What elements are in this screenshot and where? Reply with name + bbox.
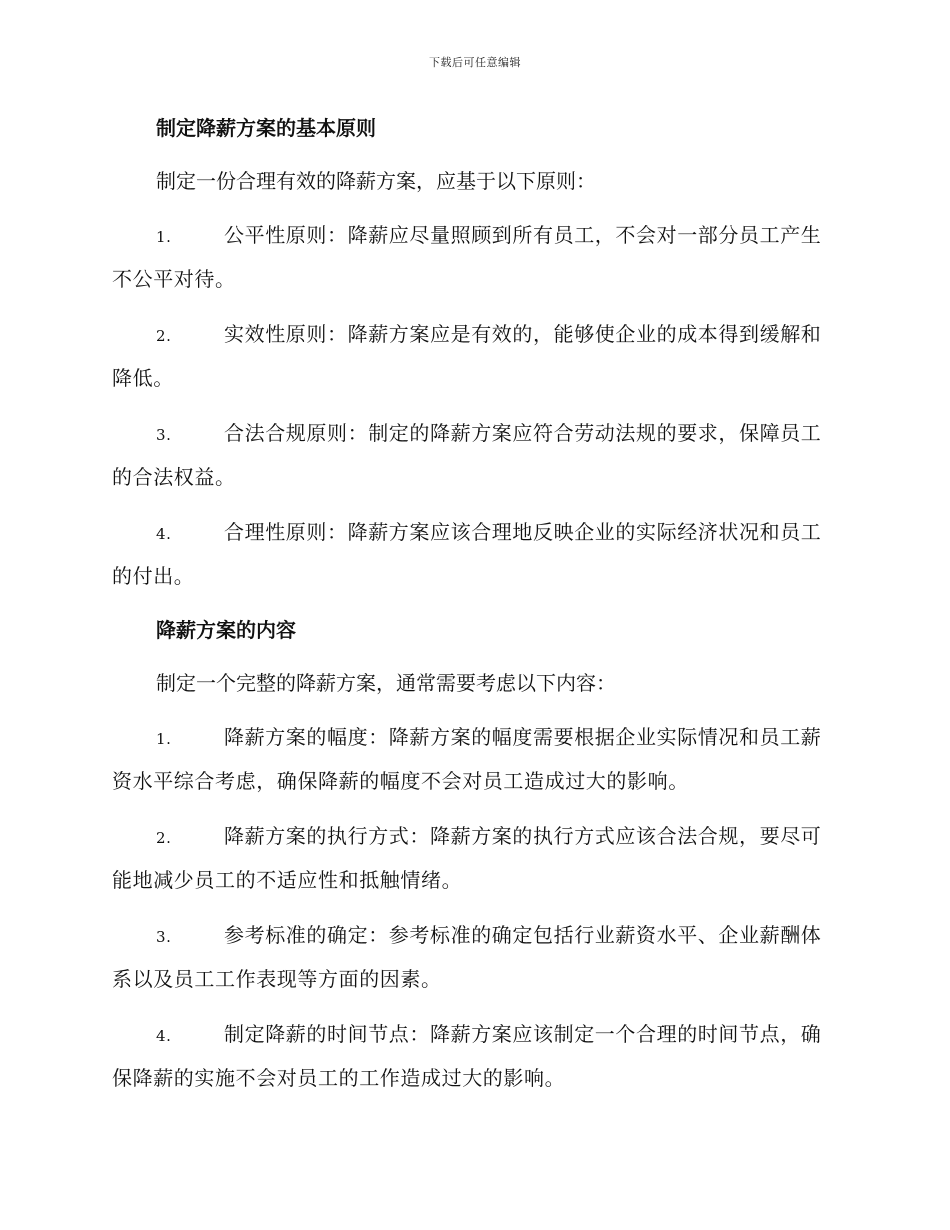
list-item (112, 1013, 834, 1099)
list-item (112, 716, 834, 802)
list-number: 1. (156, 730, 172, 748)
list-item (112, 214, 834, 300)
list-number: 2. (156, 829, 172, 847)
list-text: 降薪方案的执行方式：降薪方案的执行方式应该合法合规，要尽可能地减少员工的不适应性和抵触情绪。 (112, 824, 822, 892)
page-header: 下载后可任意编辑 (429, 56, 521, 69)
list-item (112, 313, 834, 399)
section-heading-principles: 制定降薪方案的基本原则 (156, 116, 376, 140)
list-number: 4. (156, 525, 172, 543)
document-body (112, 108, 834, 1112)
list-item (112, 914, 834, 1000)
list-text: 参考标准的确定：参考标准的确定包括行业薪资水平、企业薪酬体系以及员工工作表现等方面的因素。 (112, 923, 822, 991)
list-number: 1. (156, 228, 172, 246)
list-item (112, 412, 834, 498)
list-number: 2. (156, 327, 172, 345)
list-text: 合法合规原则：制定的降薪方案应符合劳动法规的要求，保障员工的合法权益。 (112, 421, 822, 489)
list-text: 降薪方案的幅度：降薪方案的幅度需要根据企业实际情况和员工薪资水平综合考虑，确保降薪的幅度不会对员工造成过大的影响。 (112, 725, 822, 793)
section-heading-content: 降薪方案的内容 (156, 618, 296, 642)
list-text: 制定降薪的时间节点：降薪方案应该制定一个合理的时间节点，确保降薪的实施不会对员工的工作造成过大的影响。 (112, 1022, 822, 1090)
list-item (112, 511, 834, 597)
list-item (112, 815, 834, 901)
list-number: 4. (156, 1027, 172, 1045)
list-text: 合理性原则：降薪方案应该合理地反映企业的实际经济状况和员工的付出。 (112, 520, 822, 588)
list-number: 3. (156, 928, 172, 946)
section-intro-content: 制定一个完整的降薪方案，通常需要考虑以下内容： (156, 671, 616, 695)
section-intro-principles: 制定一份合理有效的降薪方案，应基于以下原则： (156, 169, 596, 193)
list-text: 公平性原则：降薪应尽量照顾到所有员工，不会对一部分员工产生不公平对待。 (112, 223, 822, 291)
list-number: 3. (156, 426, 172, 444)
list-text: 实效性原则：降薪方案应是有效的，能够使企业的成本得到缓解和降低。 (112, 322, 822, 390)
